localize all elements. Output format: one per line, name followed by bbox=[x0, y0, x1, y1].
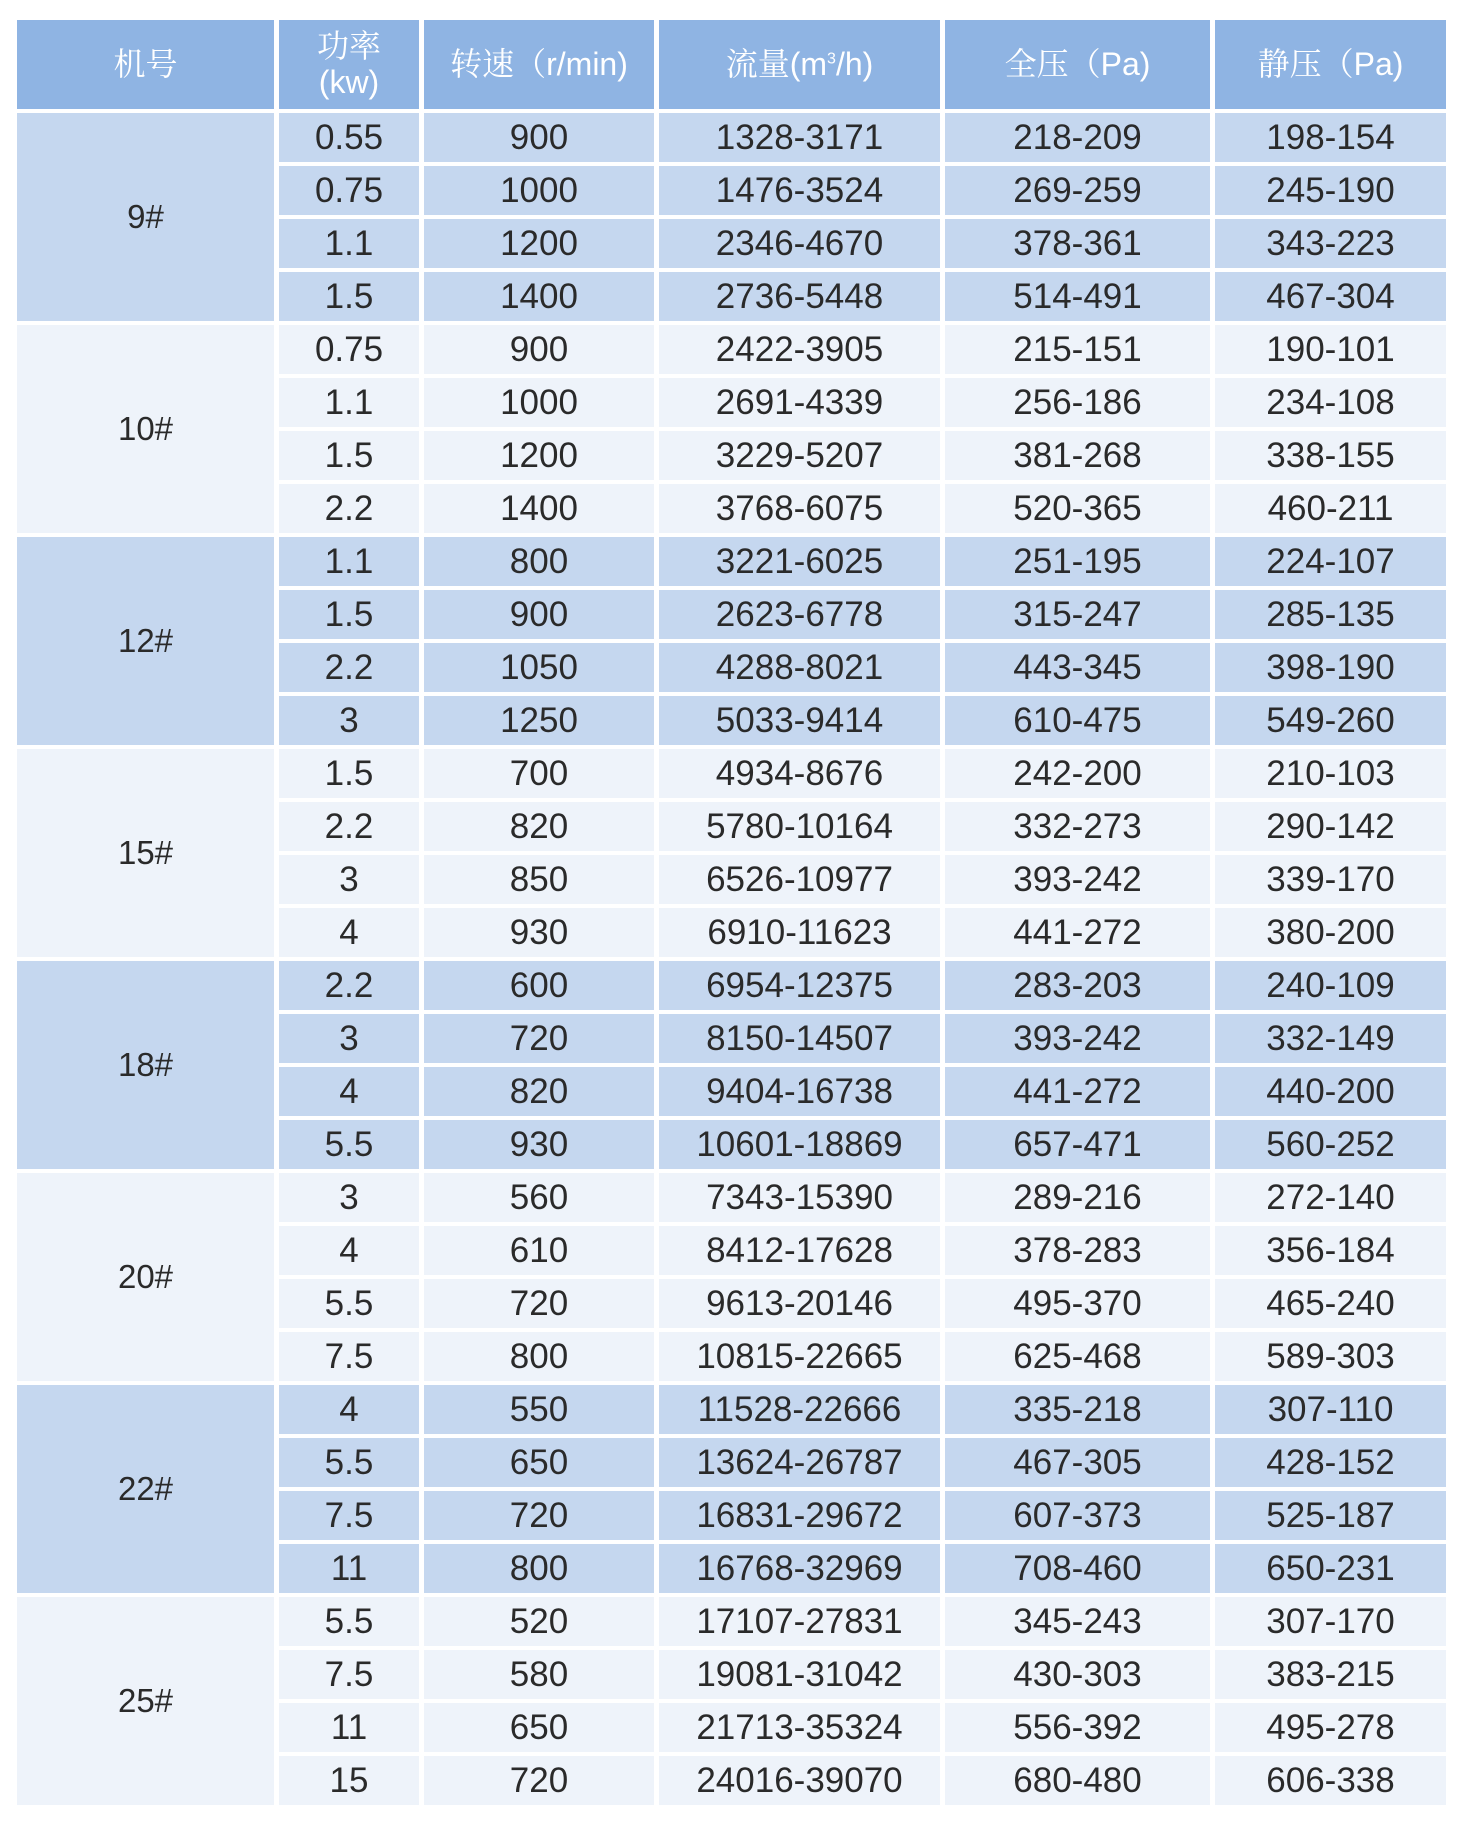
power-cell: 11 bbox=[279, 1544, 419, 1593]
speed-cell: 1050 bbox=[424, 643, 654, 692]
static-pressure-cell: 339-170 bbox=[1215, 855, 1446, 904]
static-pressure-cell: 307-170 bbox=[1215, 1597, 1446, 1646]
model-cell: 10# bbox=[17, 325, 274, 533]
static-pressure-cell: 465-240 bbox=[1215, 1279, 1446, 1328]
speed-cell: 720 bbox=[424, 1279, 654, 1328]
model-cell: 22# bbox=[17, 1385, 274, 1593]
total-pressure-cell: 441-272 bbox=[945, 1067, 1210, 1116]
header-total-pressure: 全压（Pa) bbox=[945, 20, 1210, 109]
power-cell: 0.55 bbox=[279, 113, 419, 162]
flow-cell: 17107-27831 bbox=[659, 1597, 940, 1646]
static-pressure-cell: 380-200 bbox=[1215, 908, 1446, 957]
total-pressure-cell: 256-186 bbox=[945, 378, 1210, 427]
static-pressure-cell: 338-155 bbox=[1215, 431, 1446, 480]
total-pressure-cell: 495-370 bbox=[945, 1279, 1210, 1328]
table-row bbox=[17, 749, 1446, 798]
power-cell: 15 bbox=[279, 1756, 419, 1805]
table-row bbox=[17, 961, 1446, 1010]
flow-cell: 10815-22665 bbox=[659, 1332, 940, 1381]
table-row bbox=[17, 537, 1446, 586]
total-pressure-cell: 514-491 bbox=[945, 272, 1210, 321]
model-cell: 12# bbox=[17, 537, 274, 745]
speed-cell: 820 bbox=[424, 802, 654, 851]
speed-cell: 900 bbox=[424, 113, 654, 162]
total-pressure-cell: 378-283 bbox=[945, 1226, 1210, 1275]
static-pressure-cell: 290-142 bbox=[1215, 802, 1446, 851]
header-flow-sup: 3 bbox=[827, 50, 836, 68]
static-pressure-cell: 440-200 bbox=[1215, 1067, 1446, 1116]
speed-cell: 600 bbox=[424, 961, 654, 1010]
power-cell: 5.5 bbox=[279, 1279, 419, 1328]
model-cell: 25# bbox=[17, 1597, 274, 1805]
power-cell: 1.5 bbox=[279, 590, 419, 639]
speed-cell: 580 bbox=[424, 1650, 654, 1699]
total-pressure-cell: 242-200 bbox=[945, 749, 1210, 798]
total-pressure-cell: 378-361 bbox=[945, 219, 1210, 268]
table-body bbox=[17, 113, 1446, 1805]
power-cell: 0.75 bbox=[279, 325, 419, 374]
flow-cell: 9613-20146 bbox=[659, 1279, 940, 1328]
flow-cell: 16831-29672 bbox=[659, 1491, 940, 1540]
static-pressure-cell: 272-140 bbox=[1215, 1173, 1446, 1222]
speed-cell: 1400 bbox=[424, 272, 654, 321]
power-cell: 1.1 bbox=[279, 378, 419, 427]
power-cell: 1.1 bbox=[279, 219, 419, 268]
speed-cell: 900 bbox=[424, 590, 654, 639]
speed-cell: 1200 bbox=[424, 219, 654, 268]
table-row bbox=[17, 325, 1446, 374]
power-cell: 4 bbox=[279, 1385, 419, 1434]
header-static-pressure: 静压（Pa) bbox=[1215, 20, 1446, 109]
fan-spec-table bbox=[12, 16, 1451, 1809]
power-cell: 3 bbox=[279, 1173, 419, 1222]
speed-cell: 1250 bbox=[424, 696, 654, 745]
static-pressure-cell: 210-103 bbox=[1215, 749, 1446, 798]
flow-cell: 1476-3524 bbox=[659, 166, 940, 215]
speed-cell: 720 bbox=[424, 1756, 654, 1805]
header-row bbox=[17, 20, 1446, 109]
power-cell: 1.5 bbox=[279, 431, 419, 480]
power-cell: 3 bbox=[279, 855, 419, 904]
header-flow-pre: 流量(m bbox=[725, 45, 828, 82]
total-pressure-cell: 315-247 bbox=[945, 590, 1210, 639]
speed-cell: 1400 bbox=[424, 484, 654, 533]
flow-cell: 3768-6075 bbox=[659, 484, 940, 533]
flow-cell: 13624-26787 bbox=[659, 1438, 940, 1487]
total-pressure-cell: 607-373 bbox=[945, 1491, 1210, 1540]
static-pressure-cell: 285-135 bbox=[1215, 590, 1446, 639]
model-cell: 20# bbox=[17, 1173, 274, 1381]
static-pressure-cell: 198-154 bbox=[1215, 113, 1446, 162]
power-cell: 3 bbox=[279, 1014, 419, 1063]
speed-cell: 520 bbox=[424, 1597, 654, 1646]
total-pressure-cell: 218-209 bbox=[945, 113, 1210, 162]
table-row bbox=[17, 1597, 1446, 1646]
power-cell: 4 bbox=[279, 1067, 419, 1116]
power-cell: 3 bbox=[279, 696, 419, 745]
total-pressure-cell: 269-259 bbox=[945, 166, 1210, 215]
static-pressure-cell: 460-211 bbox=[1215, 484, 1446, 533]
power-cell: 1.5 bbox=[279, 272, 419, 321]
power-cell: 2.2 bbox=[279, 961, 419, 1010]
power-cell: 5.5 bbox=[279, 1597, 419, 1646]
static-pressure-cell: 398-190 bbox=[1215, 643, 1446, 692]
speed-cell: 800 bbox=[424, 1332, 654, 1381]
flow-cell: 4934-8676 bbox=[659, 749, 940, 798]
total-pressure-cell: 283-203 bbox=[945, 961, 1210, 1010]
speed-cell: 1200 bbox=[424, 431, 654, 480]
static-pressure-cell: 549-260 bbox=[1215, 696, 1446, 745]
speed-cell: 650 bbox=[424, 1438, 654, 1487]
flow-cell: 2691-4339 bbox=[659, 378, 940, 427]
flow-cell: 8150-14507 bbox=[659, 1014, 940, 1063]
speed-cell: 900 bbox=[424, 325, 654, 374]
flow-cell: 9404-16738 bbox=[659, 1067, 940, 1116]
static-pressure-cell: 356-184 bbox=[1215, 1226, 1446, 1275]
speed-cell: 930 bbox=[424, 1120, 654, 1169]
table-row bbox=[17, 1173, 1446, 1222]
flow-cell: 6910-11623 bbox=[659, 908, 940, 957]
static-pressure-cell: 525-187 bbox=[1215, 1491, 1446, 1540]
static-pressure-cell: 383-215 bbox=[1215, 1650, 1446, 1699]
flow-cell: 6954-12375 bbox=[659, 961, 940, 1010]
speed-cell: 800 bbox=[424, 537, 654, 586]
total-pressure-cell: 520-365 bbox=[945, 484, 1210, 533]
speed-cell: 550 bbox=[424, 1385, 654, 1434]
header-speed: 转速（r/min) bbox=[424, 20, 654, 109]
speed-cell: 1000 bbox=[424, 166, 654, 215]
total-pressure-cell: 345-243 bbox=[945, 1597, 1210, 1646]
power-cell: 1.1 bbox=[279, 537, 419, 586]
speed-cell: 930 bbox=[424, 908, 654, 957]
speed-cell: 800 bbox=[424, 1544, 654, 1593]
total-pressure-cell: 441-272 bbox=[945, 908, 1210, 957]
flow-cell: 3221-6025 bbox=[659, 537, 940, 586]
static-pressure-cell: 495-278 bbox=[1215, 1703, 1446, 1752]
static-pressure-cell: 650-231 bbox=[1215, 1544, 1446, 1593]
total-pressure-cell: 625-468 bbox=[945, 1332, 1210, 1381]
flow-cell: 8412-17628 bbox=[659, 1226, 940, 1275]
static-pressure-cell: 245-190 bbox=[1215, 166, 1446, 215]
power-cell: 2.2 bbox=[279, 484, 419, 533]
power-cell: 0.75 bbox=[279, 166, 419, 215]
header-model: 机号 bbox=[17, 20, 274, 109]
power-cell: 7.5 bbox=[279, 1332, 419, 1381]
flow-cell: 6526-10977 bbox=[659, 855, 940, 904]
total-pressure-cell: 289-216 bbox=[945, 1173, 1210, 1222]
power-cell: 1.5 bbox=[279, 749, 419, 798]
static-pressure-cell: 343-223 bbox=[1215, 219, 1446, 268]
power-cell: 11 bbox=[279, 1703, 419, 1752]
flow-cell: 2346-4670 bbox=[659, 219, 940, 268]
flow-cell: 2422-3905 bbox=[659, 325, 940, 374]
power-cell: 7.5 bbox=[279, 1650, 419, 1699]
header-power-unit: (kw) bbox=[318, 63, 380, 100]
table-row bbox=[17, 113, 1446, 162]
flow-cell: 1328-3171 bbox=[659, 113, 940, 162]
static-pressure-cell: 589-303 bbox=[1215, 1332, 1446, 1381]
total-pressure-cell: 430-303 bbox=[945, 1650, 1210, 1699]
flow-cell: 19081-31042 bbox=[659, 1650, 940, 1699]
table-row bbox=[17, 1385, 1446, 1434]
total-pressure-cell: 332-273 bbox=[945, 802, 1210, 851]
total-pressure-cell: 251-195 bbox=[945, 537, 1210, 586]
header-flow bbox=[659, 20, 940, 109]
header-power bbox=[279, 20, 419, 109]
model-cell: 9# bbox=[17, 113, 274, 321]
model-cell: 15# bbox=[17, 749, 274, 957]
speed-cell: 850 bbox=[424, 855, 654, 904]
power-cell: 2.2 bbox=[279, 802, 419, 851]
static-pressure-cell: 240-109 bbox=[1215, 961, 1446, 1010]
speed-cell: 610 bbox=[424, 1226, 654, 1275]
total-pressure-cell: 467-305 bbox=[945, 1438, 1210, 1487]
static-pressure-cell: 234-108 bbox=[1215, 378, 1446, 427]
flow-cell: 2623-6778 bbox=[659, 590, 940, 639]
flow-cell: 5033-9414 bbox=[659, 696, 940, 745]
total-pressure-cell: 215-151 bbox=[945, 325, 1210, 374]
power-cell: 7.5 bbox=[279, 1491, 419, 1540]
static-pressure-cell: 190-101 bbox=[1215, 325, 1446, 374]
static-pressure-cell: 560-252 bbox=[1215, 1120, 1446, 1169]
total-pressure-cell: 443-345 bbox=[945, 643, 1210, 692]
speed-cell: 650 bbox=[424, 1703, 654, 1752]
flow-cell: 2736-5448 bbox=[659, 272, 940, 321]
header-flow-post: /h) bbox=[835, 45, 874, 82]
power-cell: 5.5 bbox=[279, 1120, 419, 1169]
header-power-label: 功率 bbox=[316, 28, 381, 65]
total-pressure-cell: 657-471 bbox=[945, 1120, 1210, 1169]
flow-cell: 4288-8021 bbox=[659, 643, 940, 692]
flow-cell: 10601-18869 bbox=[659, 1120, 940, 1169]
flow-cell: 5780-10164 bbox=[659, 802, 940, 851]
flow-cell: 7343-15390 bbox=[659, 1173, 940, 1222]
static-pressure-cell: 428-152 bbox=[1215, 1438, 1446, 1487]
speed-cell: 560 bbox=[424, 1173, 654, 1222]
flow-cell: 11528-22666 bbox=[659, 1385, 940, 1434]
power-cell: 2.2 bbox=[279, 643, 419, 692]
power-cell: 4 bbox=[279, 908, 419, 957]
power-cell: 4 bbox=[279, 1226, 419, 1275]
speed-cell: 820 bbox=[424, 1067, 654, 1116]
model-cell: 18# bbox=[17, 961, 274, 1169]
total-pressure-cell: 556-392 bbox=[945, 1703, 1210, 1752]
total-pressure-cell: 393-242 bbox=[945, 855, 1210, 904]
speed-cell: 720 bbox=[424, 1014, 654, 1063]
flow-cell: 21713-35324 bbox=[659, 1703, 940, 1752]
table-header bbox=[17, 20, 1446, 109]
static-pressure-cell: 224-107 bbox=[1215, 537, 1446, 586]
flow-cell: 16768-32969 bbox=[659, 1544, 940, 1593]
speed-cell: 1000 bbox=[424, 378, 654, 427]
static-pressure-cell: 606-338 bbox=[1215, 1756, 1446, 1805]
total-pressure-cell: 610-475 bbox=[945, 696, 1210, 745]
static-pressure-cell: 332-149 bbox=[1215, 1014, 1446, 1063]
total-pressure-cell: 393-242 bbox=[945, 1014, 1210, 1063]
static-pressure-cell: 307-110 bbox=[1215, 1385, 1446, 1434]
speed-cell: 720 bbox=[424, 1491, 654, 1540]
speed-cell: 700 bbox=[424, 749, 654, 798]
static-pressure-cell: 467-304 bbox=[1215, 272, 1446, 321]
total-pressure-cell: 708-460 bbox=[945, 1544, 1210, 1593]
total-pressure-cell: 335-218 bbox=[945, 1385, 1210, 1434]
flow-cell: 3229-5207 bbox=[659, 431, 940, 480]
total-pressure-cell: 680-480 bbox=[945, 1756, 1210, 1805]
total-pressure-cell: 381-268 bbox=[945, 431, 1210, 480]
flow-cell: 24016-39070 bbox=[659, 1756, 940, 1805]
power-cell: 5.5 bbox=[279, 1438, 419, 1487]
